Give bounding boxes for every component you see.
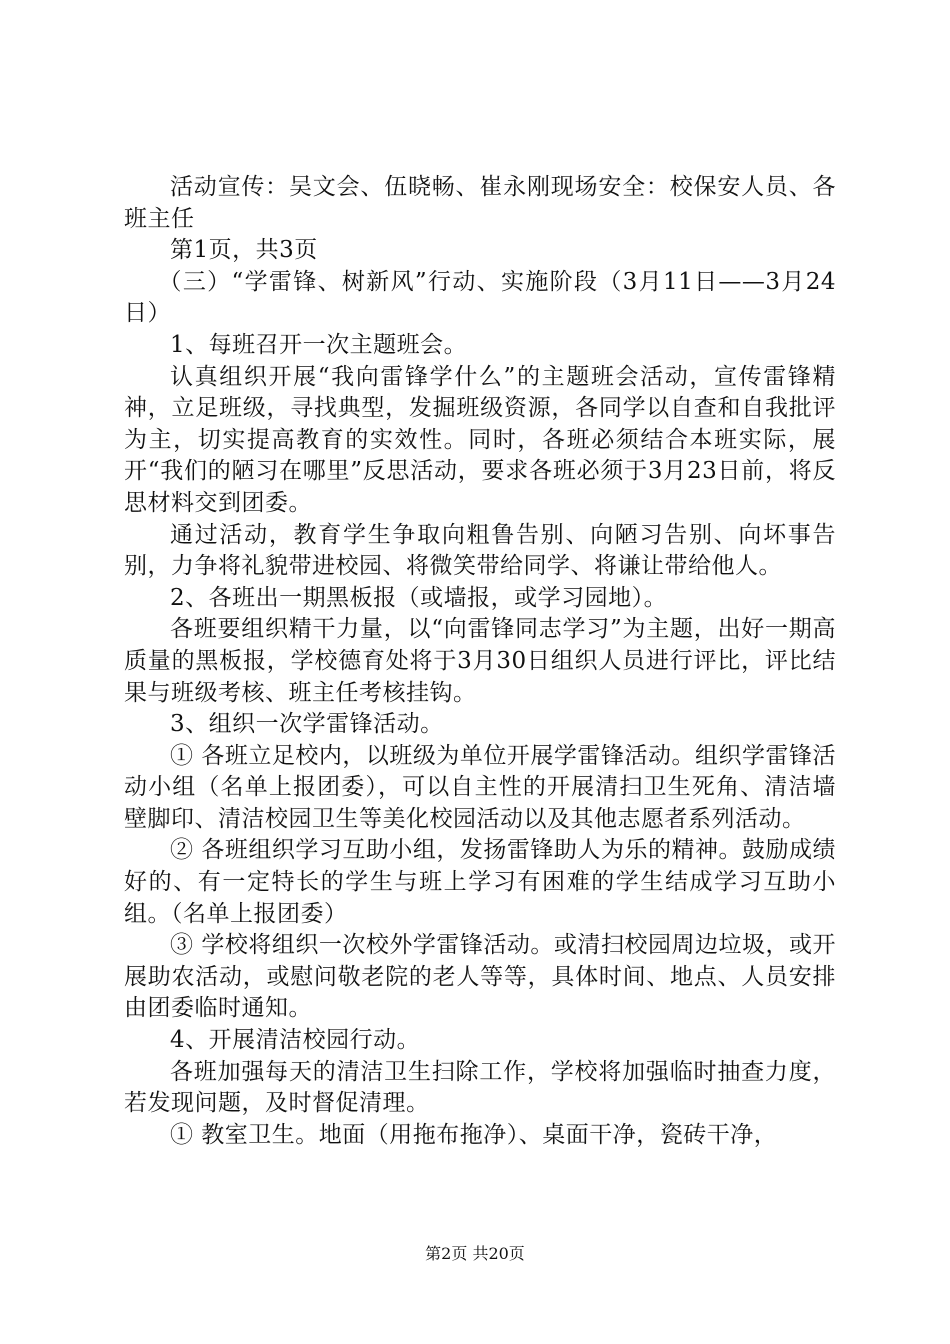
paragraph-item-3-point-1: ① 各班立足校内，以班级为单位开展学雷锋活动。组织学雷锋活动小组（名单上报团委），可以自主性的开展清扫卫生死角、清洁墙壁脚印、清洁校园卫生等美化校园活动以及其他志愿者系列活动。 (124, 742, 836, 832)
paragraph-item-1-goal: 通过活动，教育学生争取向粗鲁告别、向陋习告别、向坏事告别，力争将礼貌带进校园、将微笑带给同学、将谦让带给他人。 (124, 521, 836, 580)
paragraph-item-4-heading: 4、开展清洁校园行动。 (170, 1027, 421, 1054)
paragraph-section-three-heading: （三）“学雷锋、树新风”行动、实施阶段（3月11日——3月24日） (124, 268, 836, 327)
paragraph-item-4-body: 各班加强每天的清洁卫生扫除工作，学校将加强临时抽查力度，若发现问题，及时督促清理。 (124, 1058, 836, 1117)
document-body (124, 172, 836, 1151)
paragraph-item-1-heading: 1、每班召开一次主题班会。 (170, 331, 468, 358)
page-footer (0, 1244, 950, 1264)
paragraph-item-1-body: 认真组织开展“我向雷锋学什么”的主题班会活动，宣传雷锋精神，立足班级，寻找典型，发掘班级资源，各同学以自查和自我批评为主，切实提高教育的实效性。同时，各班必须结合本班实际，展开“我们的陋习在哪里”反思活动，要求各班必须于3月23日前，将反思材料交到团委。 (124, 363, 836, 516)
paragraph-item-3-heading: 3、组织一次学雷锋活动。 (170, 711, 444, 738)
paragraph-inner-page-number: 第1页，共3页 (170, 237, 318, 264)
page-number-indicator: 第2页 共20页 (425, 1244, 525, 1263)
paragraph-item-2-heading: 2、各班出一期黑板报（或墙报，或学习园地）。 (170, 584, 668, 611)
paragraph-item-3-point-2: ② 各班组织学习互助小组，发扬雷锋助人为乐的精神。鼓励成绩好的、有一定特长的学生与班上学习有困难的学生结成学习互助小组。（名单上报团委） (124, 837, 836, 927)
paragraph-item-2-body: 各班要组织精干力量，以“向雷锋同志学习”为主题，出好一期高质量的黑板报，学校德育处将于3月30日组织人员进行评比，评比结果与班级考核、班主任考核挂钩。 (124, 616, 836, 706)
paragraph-publicity-safety: 活动宣传：吴文会、伍晓畅、崔永刚现场安全：校保安人员、各班主任 (124, 174, 836, 232)
paragraph-item-3-point-3: ③ 学校将组织一次校外学雷锋活动。或清扫校园周边垃圾，或开展助农活动，或慰问敬老院的老人等等，具体时间、地点、人员安排由团委临时通知。 (124, 932, 836, 1022)
paragraph-item-4-point-1: ① 教室卫生。地面（用拖布拖净）、桌面干净，瓷砖干净， (170, 1121, 778, 1148)
